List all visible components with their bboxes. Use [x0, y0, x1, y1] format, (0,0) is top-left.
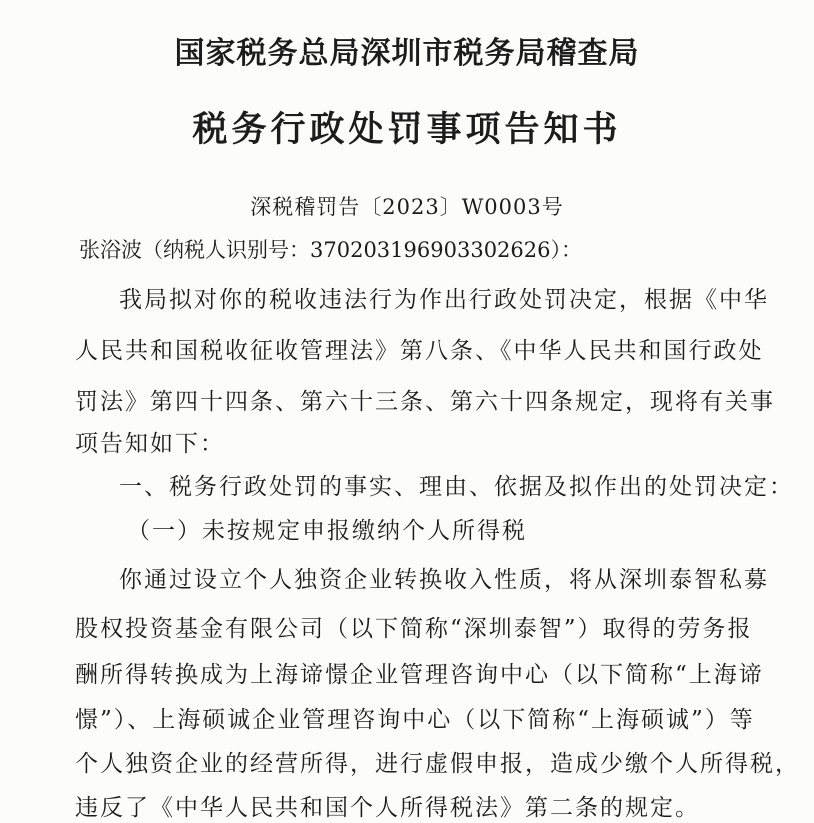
intro-paragraph-line: 罚法》第四十四条、第六十三条、第六十四条规定，现将有关事 — [75, 389, 775, 415]
facts-paragraph-line: 你通过设立个人独资企业转换收入性质，将从深圳泰智私募 — [119, 567, 769, 593]
document-title: 税务行政处罚事项告知书 — [192, 109, 622, 150]
facts-paragraph-line: 违反了《中华人民共和国个人所得税法》第二条的规定。 — [75, 795, 700, 821]
intro-paragraph-line: 人民共和国税收征收管理法》第八条、《中华人民共和国行政处 — [75, 338, 764, 364]
document-number: 深税稽罚告〔2023〕W0003号 — [250, 195, 564, 219]
facts-paragraph-line: 个人独资企业的经营所得，进行虚假申报，造成少缴个人所得税， — [75, 751, 800, 777]
section-heading: 一、税务行政处罚的事实、理由、依据及拟作出的处罚决定： — [119, 474, 794, 500]
subsection-heading: （一）未按规定申报缴纳个人所得税 — [127, 518, 527, 544]
facts-paragraph-line: 股权投资基金有限公司（以下简称“深圳泰智”）取得的劳务报 — [75, 616, 753, 642]
facts-paragraph-line: 憬”）、上海硕诚企业管理咨询中心（以下简称“上海硕诚”）等 — [75, 707, 755, 733]
intro-paragraph-line: 项告知如下： — [75, 431, 225, 457]
facts-paragraph-line: 酬所得转换成为上海谛憬企业管理咨询中心（以下简称“上海谛 — [75, 662, 764, 688]
addressee-line: 张浴波（纳税人识别号：370203196903302626）： — [79, 238, 582, 262]
issuing-authority: 国家税务总局深圳市税务局稽查局 — [174, 36, 640, 71]
intro-paragraph-line: 我局拟对你的税收违法行为作出行政处罚决定，根据《中华 — [119, 287, 769, 313]
